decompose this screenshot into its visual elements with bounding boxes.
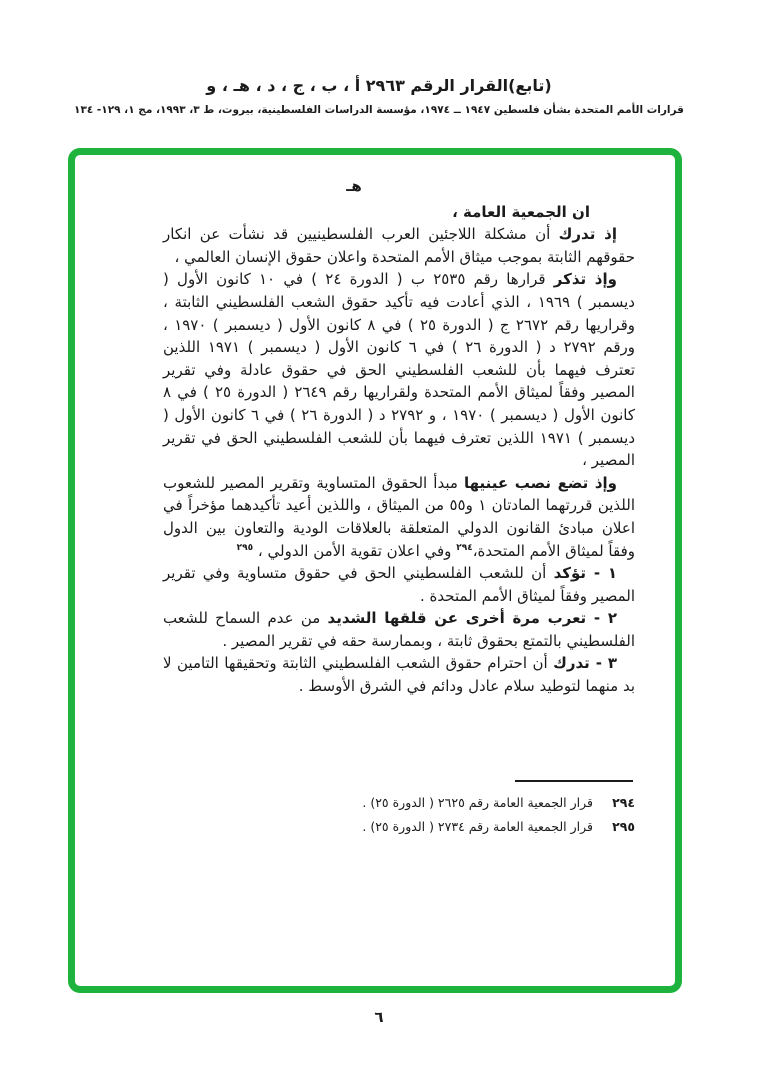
preamble-paragraph-with-refs bbox=[163, 472, 635, 562]
footnote-reference-295: ٢٩٥ bbox=[236, 542, 254, 553]
preamble-paragraph bbox=[163, 223, 635, 268]
operative-clause bbox=[163, 652, 635, 697]
clause-number: ١ - bbox=[586, 564, 617, 583]
preamble-text: وفي اعلان تقوية الأمن الدولي ، bbox=[253, 541, 457, 560]
clause-text: أن احترام حقوق الشعب الفلسطيني الثابتة وتحقيقها التامين لا بد منهما لتوطيد سلام عادل ودائم في الشرق الأوسط . bbox=[163, 654, 635, 696]
preamble-text: أن مشكلة اللاجئين العرب الفلسطينيين قد نشأت عن انكار حقوقهم الثابتة بموجب ميثاق الأمم المتحدة واعلان حقوق الإنسان العالمي ، bbox=[163, 225, 635, 266]
footnote-divider bbox=[515, 780, 633, 782]
preamble-lead: وإذ تذكر bbox=[553, 270, 617, 289]
operative-clause bbox=[163, 562, 635, 607]
footnote-text: قرار الجمعية العامة رقم ٢٦٢٥ ( الدورة ٢٥) . bbox=[362, 794, 593, 810]
resolution-body bbox=[75, 155, 675, 835]
footnote-text: قرار الجمعية العامة رقم ٢٧٣٤ ( الدورة ٢٥) . bbox=[362, 818, 593, 834]
page-number: ٦ bbox=[374, 1008, 384, 1026]
document-header bbox=[0, 0, 758, 116]
footnote-row bbox=[163, 818, 635, 835]
footnotes-section bbox=[163, 780, 635, 835]
clause-text: من عدم السماح للشعب الفلسطيني بالتمتع بحقوق ثابتة ، وبممارسة حقه في تقرير المصير . bbox=[163, 609, 635, 650]
clause-text: أن للشعب الفلسطيني الحق في حقوق متساوية وفي تقرير المصير وفقاً لميثاق الأمم المتحدة . bbox=[163, 564, 635, 605]
source-citation: قرارات الأمم المتحدة بشأن فلسطين ١٩٤٧ ــ ١٩٧٤، مؤسسة الدراسات الفلسطينية، بيروت، ط ٣، ١٩٩٣، مج ١، ١٢٩- ١٣٤ bbox=[74, 104, 684, 116]
opening-line: ان الجمعية العامة ، bbox=[452, 202, 590, 221]
footnote-number: ٢٩٥ bbox=[612, 818, 635, 834]
green-highlight-frame bbox=[68, 148, 682, 993]
clause-number: ٢ - bbox=[586, 609, 617, 628]
section-letter: هـ bbox=[346, 177, 362, 195]
preamble-text: قرارها رقم ٢٥٣٥ ب ( الدورة ٢٤ ) في ١٠ كانون الأول ( ديسمبر ) ١٩٦٩ ، الذي أعادت فيه تأكيد حقوق الشعب الفلسطيني الثابتة ، وقراريها رقم ٢٦٧٢ ج ( الدورة ٢٥ ) في ٨ كانون الأول ( ديسمبر ) ١٩٧٠ ، ورقم ٢٧٩٢ د ( الدورة ٢٦ ) في ٦ كانون الأول ( ديسمبر ) ١٩٧١ اللذين تعترف فيهما بأن للشعب الفلسطيني الحق في حقوق عادلة وفي تقرير المصير وفقاً لميثاق الأمم المتحدة ولقراريها رقم ٢٦٤٩ ( الدورة ٢٥ ) في ٨ كانون الأول ( ديسمبر ) ١٩٧٠ ، و ٢٧٩٢ د ( الدورة ٢٦ ) في ٦ كانون الأول ( ديسمبر ) ١٩٧١ اللذين تعترف فيهما بأن للشعب الفلسطيني الحق في تقرير المصير ، bbox=[163, 270, 636, 470]
footnote-number: ٢٩٤ bbox=[612, 794, 635, 810]
footnote-reference-294: ٢٩٤ bbox=[456, 542, 473, 553]
clause-lead: تعرب مرة أخرى عن قلقها الشديد bbox=[327, 609, 587, 628]
preamble-paragraph bbox=[163, 268, 635, 471]
preamble-lead: وإذ تضع نصب عينيها bbox=[464, 473, 617, 492]
preamble-text: مبدأ الحقوق المتساوية وتقرير المصير للشعوب اللذين قررتهما المادتان ١ و٥٥ من الميثاق ، واللذين أعيد تأكيدهما مؤخراً في اعلان مبادئ القانون الدولي المتعلقة بالعلاقات الودية والتعاون بين الدول وفقاً لميثاق الأمم المتحدة، bbox=[163, 473, 636, 560]
clause-lead: تدرك bbox=[553, 654, 590, 673]
footnote-row bbox=[163, 794, 635, 811]
preamble-lead: إذ تدرك bbox=[558, 225, 617, 244]
operative-clause bbox=[163, 607, 635, 652]
resolution-title: (تابع)القرار الرقم ٢٩٦٣ أ ، ب ، ج ، د ، هـ ، و bbox=[206, 76, 552, 95]
clause-number: ٣ - bbox=[589, 654, 617, 673]
clause-lead: تؤكد bbox=[553, 564, 587, 583]
